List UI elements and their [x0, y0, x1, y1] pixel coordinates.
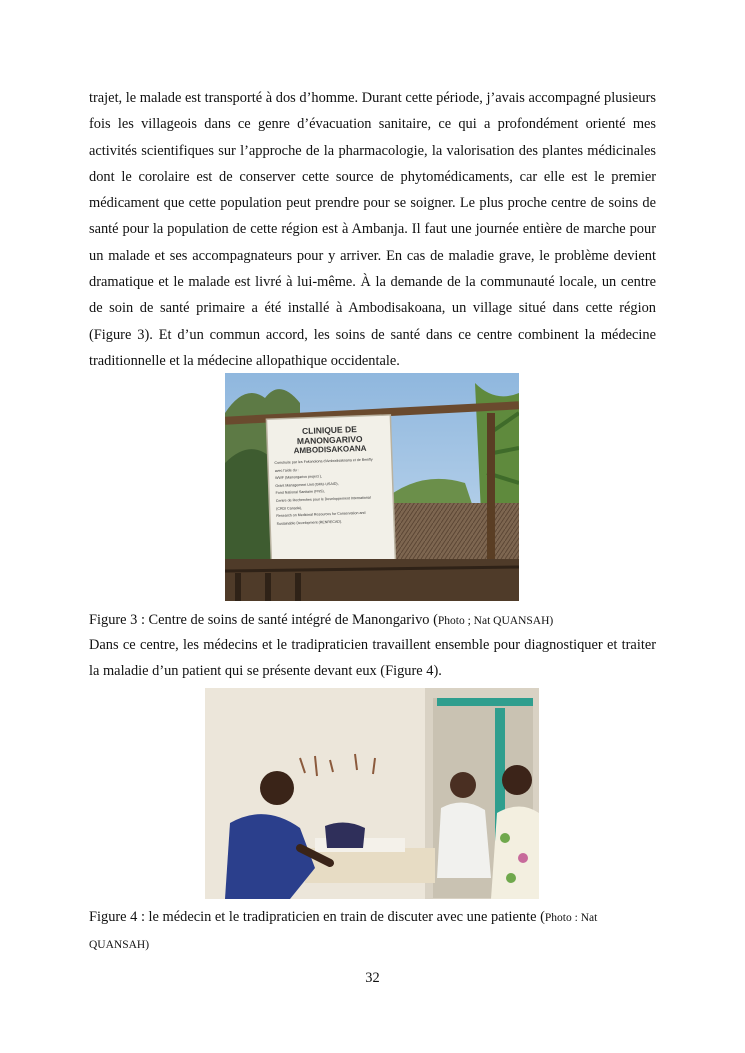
- sign-line: Construite par les Fokonolona d'Ambodisakoana et de Benifly: [274, 457, 373, 465]
- sign-line: Research on Medicinal Resources for Conservation and: [276, 510, 366, 519]
- sign-line: (CRDI Canada),: [276, 505, 302, 511]
- figure-4-photo: [205, 688, 539, 899]
- sign-text: [274, 456, 388, 528]
- figure-3-photo: [225, 373, 519, 601]
- sign-line: Centre de Recherches pour le Developpement International: [275, 495, 371, 503]
- sign-line: Fond National Sanitaire (FNS),: [275, 489, 325, 496]
- sign-line: Grant Management Unit (GMU-USAID),: [275, 481, 339, 488]
- sign-title-line-1: CLINIQUE DE MANONGARIVO: [296, 424, 363, 447]
- sign-line: avec l'aide du :: [274, 467, 299, 473]
- clinic-sign: [273, 423, 388, 528]
- figure-3-caption-text: Figure 3 : Centre de soins de santé intégré de Manongarivo (: [89, 612, 438, 628]
- figure-3-photo-credit: Photo ; Nat QUANSAH): [437, 615, 554, 627]
- body-paragraph-1: trajet, le malade est transporté à dos d’homme. Durant cette période, j’avais accompagné plusieurs fois les villageois dans ce genre d’évacuation sanitaire, ce qui a profondément orienté mes activités scientifiques sur l’approche de la pharmacologie, la valorisation des plantes médicinales dont le corolaire est de conserver cette source de phytomédicaments, car elle est le premier médicament que cette population peut prendre pour se soigner. Le plus proche centre de soins de santé pour la population de cette région est à Ambanja. Il faut une journée entière de marche pour un malade et ses accompagnateurs pour y arriver. En cas de maladie grave, le problème devient dramatique et le malade est livré à lui-même. À la demande de la communauté locale, un centre de soin de santé primaire a été installé à Ambodisakoana, un village situé dans cette région (Figure 3). Et d’un commun accord, les soins de santé dans ce centre combinent la médecine traditionnelle et la médecine allopathique occidentale.: [89, 90, 656, 369]
- figure-4-photo-credit: Photo : Nat QUANSAH): [89, 912, 598, 952]
- sign-line: Sustainable Development (RENRECAD).: [276, 519, 343, 526]
- body-paragraph-2: Dans ce centre, les médecins et le tradipraticien travaillent ensemble pour diagnostiquer et traiter la maladie d’un patient qui se présente devant eux (Figure 4).: [89, 637, 656, 680]
- sign-line: WWF (Manongarivo project ),: [274, 474, 323, 481]
- figure-4-caption-text: Figure 4 : le médecin et le tradipraticien en train de discuter avec une patiente (: [89, 909, 545, 925]
- sign-title-line-2: AMBODISAKOANA: [293, 443, 367, 456]
- figure-3-caption: [89, 607, 656, 634]
- page-number: 32: [365, 970, 380, 986]
- figure-4-caption: [89, 904, 656, 959]
